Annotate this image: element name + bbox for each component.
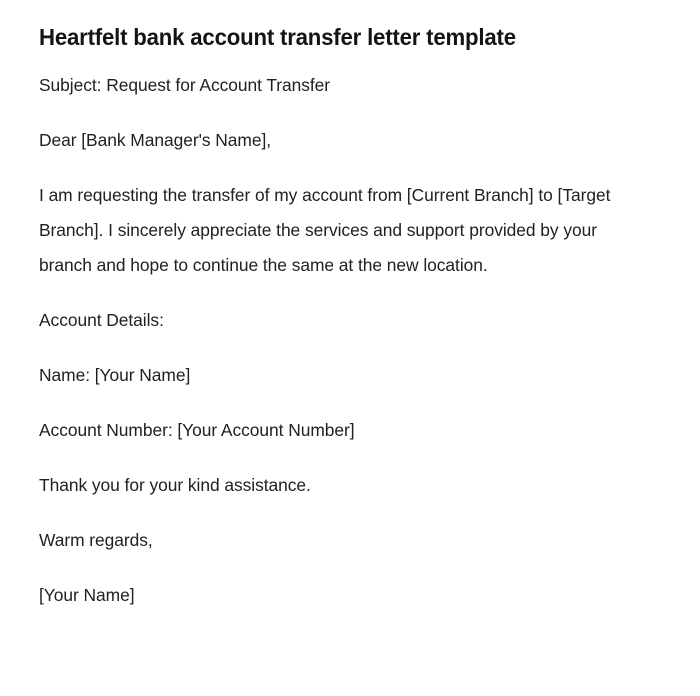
letter-body-paragraph: I am requesting the transfer of my account from [Current Branch] to [Target Branch]. I sincerely appreciate the services and support provided by your branch and hope to continue the same at the new location. bbox=[39, 185, 611, 275]
account-details-heading: Account Details: bbox=[39, 310, 164, 330]
letter-thanks-line: Thank you for your kind assistance. bbox=[39, 475, 311, 495]
letter-subject-line: Subject: Request for Account Transfer bbox=[39, 75, 331, 95]
account-name-field: Name: [Your Name] bbox=[39, 365, 191, 385]
letter-closing: Warm regards, bbox=[39, 530, 153, 550]
page-title: Heartfelt bank account transfer letter template bbox=[39, 24, 516, 50]
letter-salutation: Dear [Bank Manager's Name], bbox=[39, 130, 272, 150]
letter-signature: [Your Name] bbox=[39, 585, 135, 605]
letter-body bbox=[39, 68, 660, 613]
account-number-field: Account Number: [Your Account Number] bbox=[39, 420, 355, 440]
